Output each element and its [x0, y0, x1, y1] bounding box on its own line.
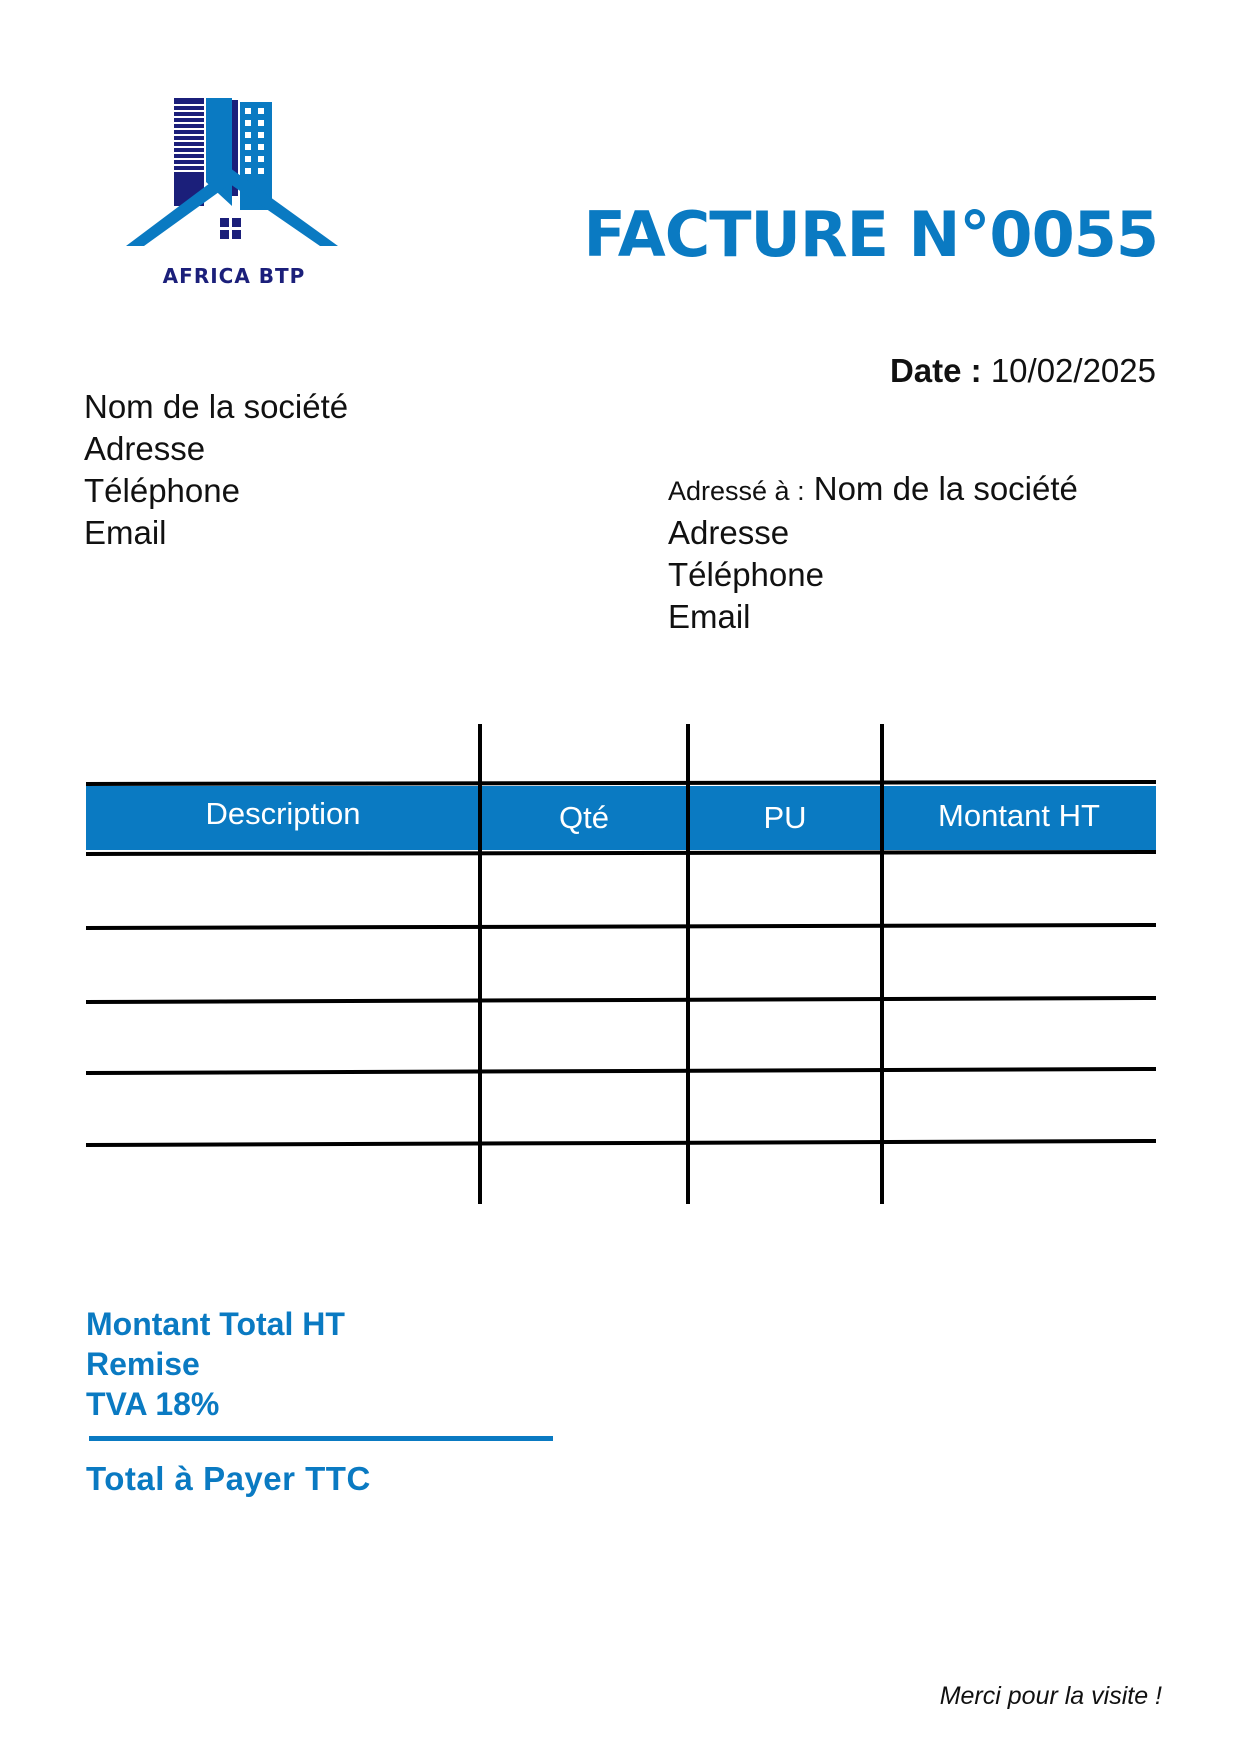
- recipient-email: Email: [668, 598, 751, 635]
- grand-total-label: Total à Payer TTC: [86, 1460, 371, 1497]
- column-header-description: Description: [205, 796, 361, 831]
- totals-block: [86, 1304, 345, 1424]
- recipient-company: Nom de la société: [813, 470, 1078, 507]
- totals-divider: [89, 1436, 553, 1441]
- footer-note: Merci pour la visite !: [939, 1682, 1162, 1710]
- sender-block: [84, 386, 348, 554]
- column-header-quantity: Qté: [559, 800, 609, 835]
- column-header-unit-price: PU: [763, 800, 807, 835]
- invoice-date: [890, 352, 1156, 390]
- logo-text: AFRICA BTP: [162, 264, 306, 288]
- recipient-phone: Téléphone: [668, 556, 824, 593]
- date-label: Date :: [889, 352, 982, 389]
- invoice-title: FACTURE N°0055: [583, 198, 1158, 271]
- company-logo: [126, 96, 342, 292]
- table-row-line: [86, 998, 1156, 1002]
- recipient-label: Adressé à :: [668, 476, 805, 506]
- column-header-amount: Montant HT: [938, 798, 1100, 833]
- vat-label: TVA 18%: [86, 1386, 220, 1422]
- recipient-address: Adresse: [668, 514, 790, 551]
- table-row-line: [86, 1141, 1156, 1145]
- table-row-line: [86, 1069, 1156, 1073]
- sender-email: Email: [84, 514, 167, 551]
- table-header-bottom-border: [86, 852, 1156, 854]
- table-header-top-border: [86, 782, 1156, 784]
- subtotal-label: Montant Total HT: [86, 1306, 345, 1342]
- table-row-line: [86, 925, 1156, 928]
- discount-label: Remise: [86, 1346, 200, 1382]
- sender-address: Adresse: [84, 430, 206, 467]
- recipient-block: [668, 468, 1078, 638]
- building-logo-icon: [126, 96, 342, 266]
- date-value: 10/02/2025: [990, 352, 1156, 389]
- sender-company: Nom de la société: [84, 388, 349, 425]
- sender-phone: Téléphone: [84, 472, 240, 509]
